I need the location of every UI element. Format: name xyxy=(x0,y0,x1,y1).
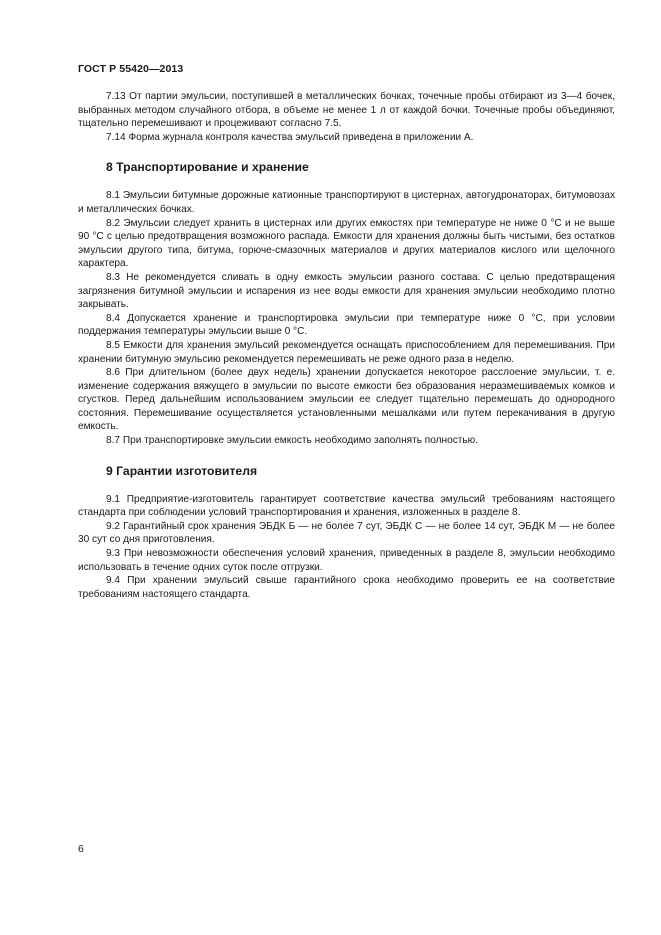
paragraph-8-1: 8.1 Эмульсии битумные дорожные катионные транспортируют в цистернах, автогудронаторах, битумовозах и металлических бочках. xyxy=(78,190,615,215)
paragraph-7-13: 7.13 От партии эмульсии, поступившей в металлических бочках, точечные пробы отбирают из 3—4 бочек, выбранных методом случайного отбора, в объеме не менее 1 л от каждой бочки. Точечные пробы объединяют, тщательно перемешивают и процеживают согласно 7.5. xyxy=(78,91,615,130)
paragraph-8-7: 8.7 При транспортировке эмульсии емкость необходимо заполнять полностью. xyxy=(106,435,479,447)
paragraph-8-5: 8.5 Емкости для хранения эмульсий рекомендуется оснащать приспособлением для перемешивания. При хранении битумную эмульсию рекомендуется перемешивать не реже одного раза в неделю. xyxy=(78,339,615,365)
paragraph-9-4: 9.4 При хранении эмульсий свыше гарантийного срока необходимо проверить ее на соответствие требованиям настоящего стандарта. xyxy=(78,575,615,600)
paragraph-8-2: 8.2 Эмульсии следует хранить в цистернах или других емкостях при температуре не ниже 0 °С и не выше 90 °С с целью предотвращения возможного распада. Емкости для хранения должны быть чистыми, без остатков эмульсии другого типа, битума, горюче-смазочных материалов и других материалов кислого или щелочного характера. xyxy=(78,217,615,270)
section-9-title: 9 Гарантии изготовителя xyxy=(106,463,258,478)
paragraph-9-3: 9.3 При невозможности обеспечения условий хранения, приведенных в разделе 8, эмульсии необходимо использовать в течение одних суток после отгрузки. xyxy=(78,548,615,573)
paragraph-9-1: 9.1 Предприятие-изготовитель гарантирует соответствие качества эмульсий требованиям настоящего стандарта при соблюдении условий транспортирования и хранения, изложенных в разделе 8. xyxy=(78,493,615,519)
paragraph-8-6: 8.6 При длительном (более двух недель) хранении допускается некоторое расслоение эмульсии, т. е. изменение содержания вяжущего в эмульсии по высоте емкости без образования неразмешиваемых комков и сгустков. Перед дальнейшим использованием эмульсии ее следует тщательно перемешать до однородного состояния. Перемешивание осуществляется установленными мешалками или путем перекачивания в другую емкость. xyxy=(78,367,615,433)
section-7-continuation xyxy=(78,90,615,144)
section-9 xyxy=(78,464,615,602)
page-number: 6 xyxy=(78,843,84,855)
paragraph-7-14: 7.14 Форма журнала контроля качества эмульсий приведена в приложении А. xyxy=(106,131,474,143)
paragraph-9-2: 9.2 Гарантийный срок хранения ЭБДК Б — не более 7 сут, ЭБДК С — не более 14 сут, ЭБДК М — не более 30 сут со дня приготовления. xyxy=(78,520,615,546)
paragraph-8-3: 8.3 Не рекомендуется сливать в одну емкость эмульсии разного состава. С целью предотвращения загрязнения битумной эмульсии и испарения из нее воды емкости для хранения эмульсии необходимо плотно закрывать. xyxy=(78,271,615,311)
section-8 xyxy=(78,160,615,447)
paragraph-8-4: 8.4 Допускается хранение и транспортировка эмульсии при температуре ниже 0 °С, при условии поддержания температуры эмульсии выше 0 °С. xyxy=(78,312,615,338)
document-body xyxy=(78,90,615,601)
section-8-title: 8 Транспортирование и хранение xyxy=(106,160,309,175)
document-header: ГОСТ Р 55420—2013 xyxy=(78,63,184,75)
